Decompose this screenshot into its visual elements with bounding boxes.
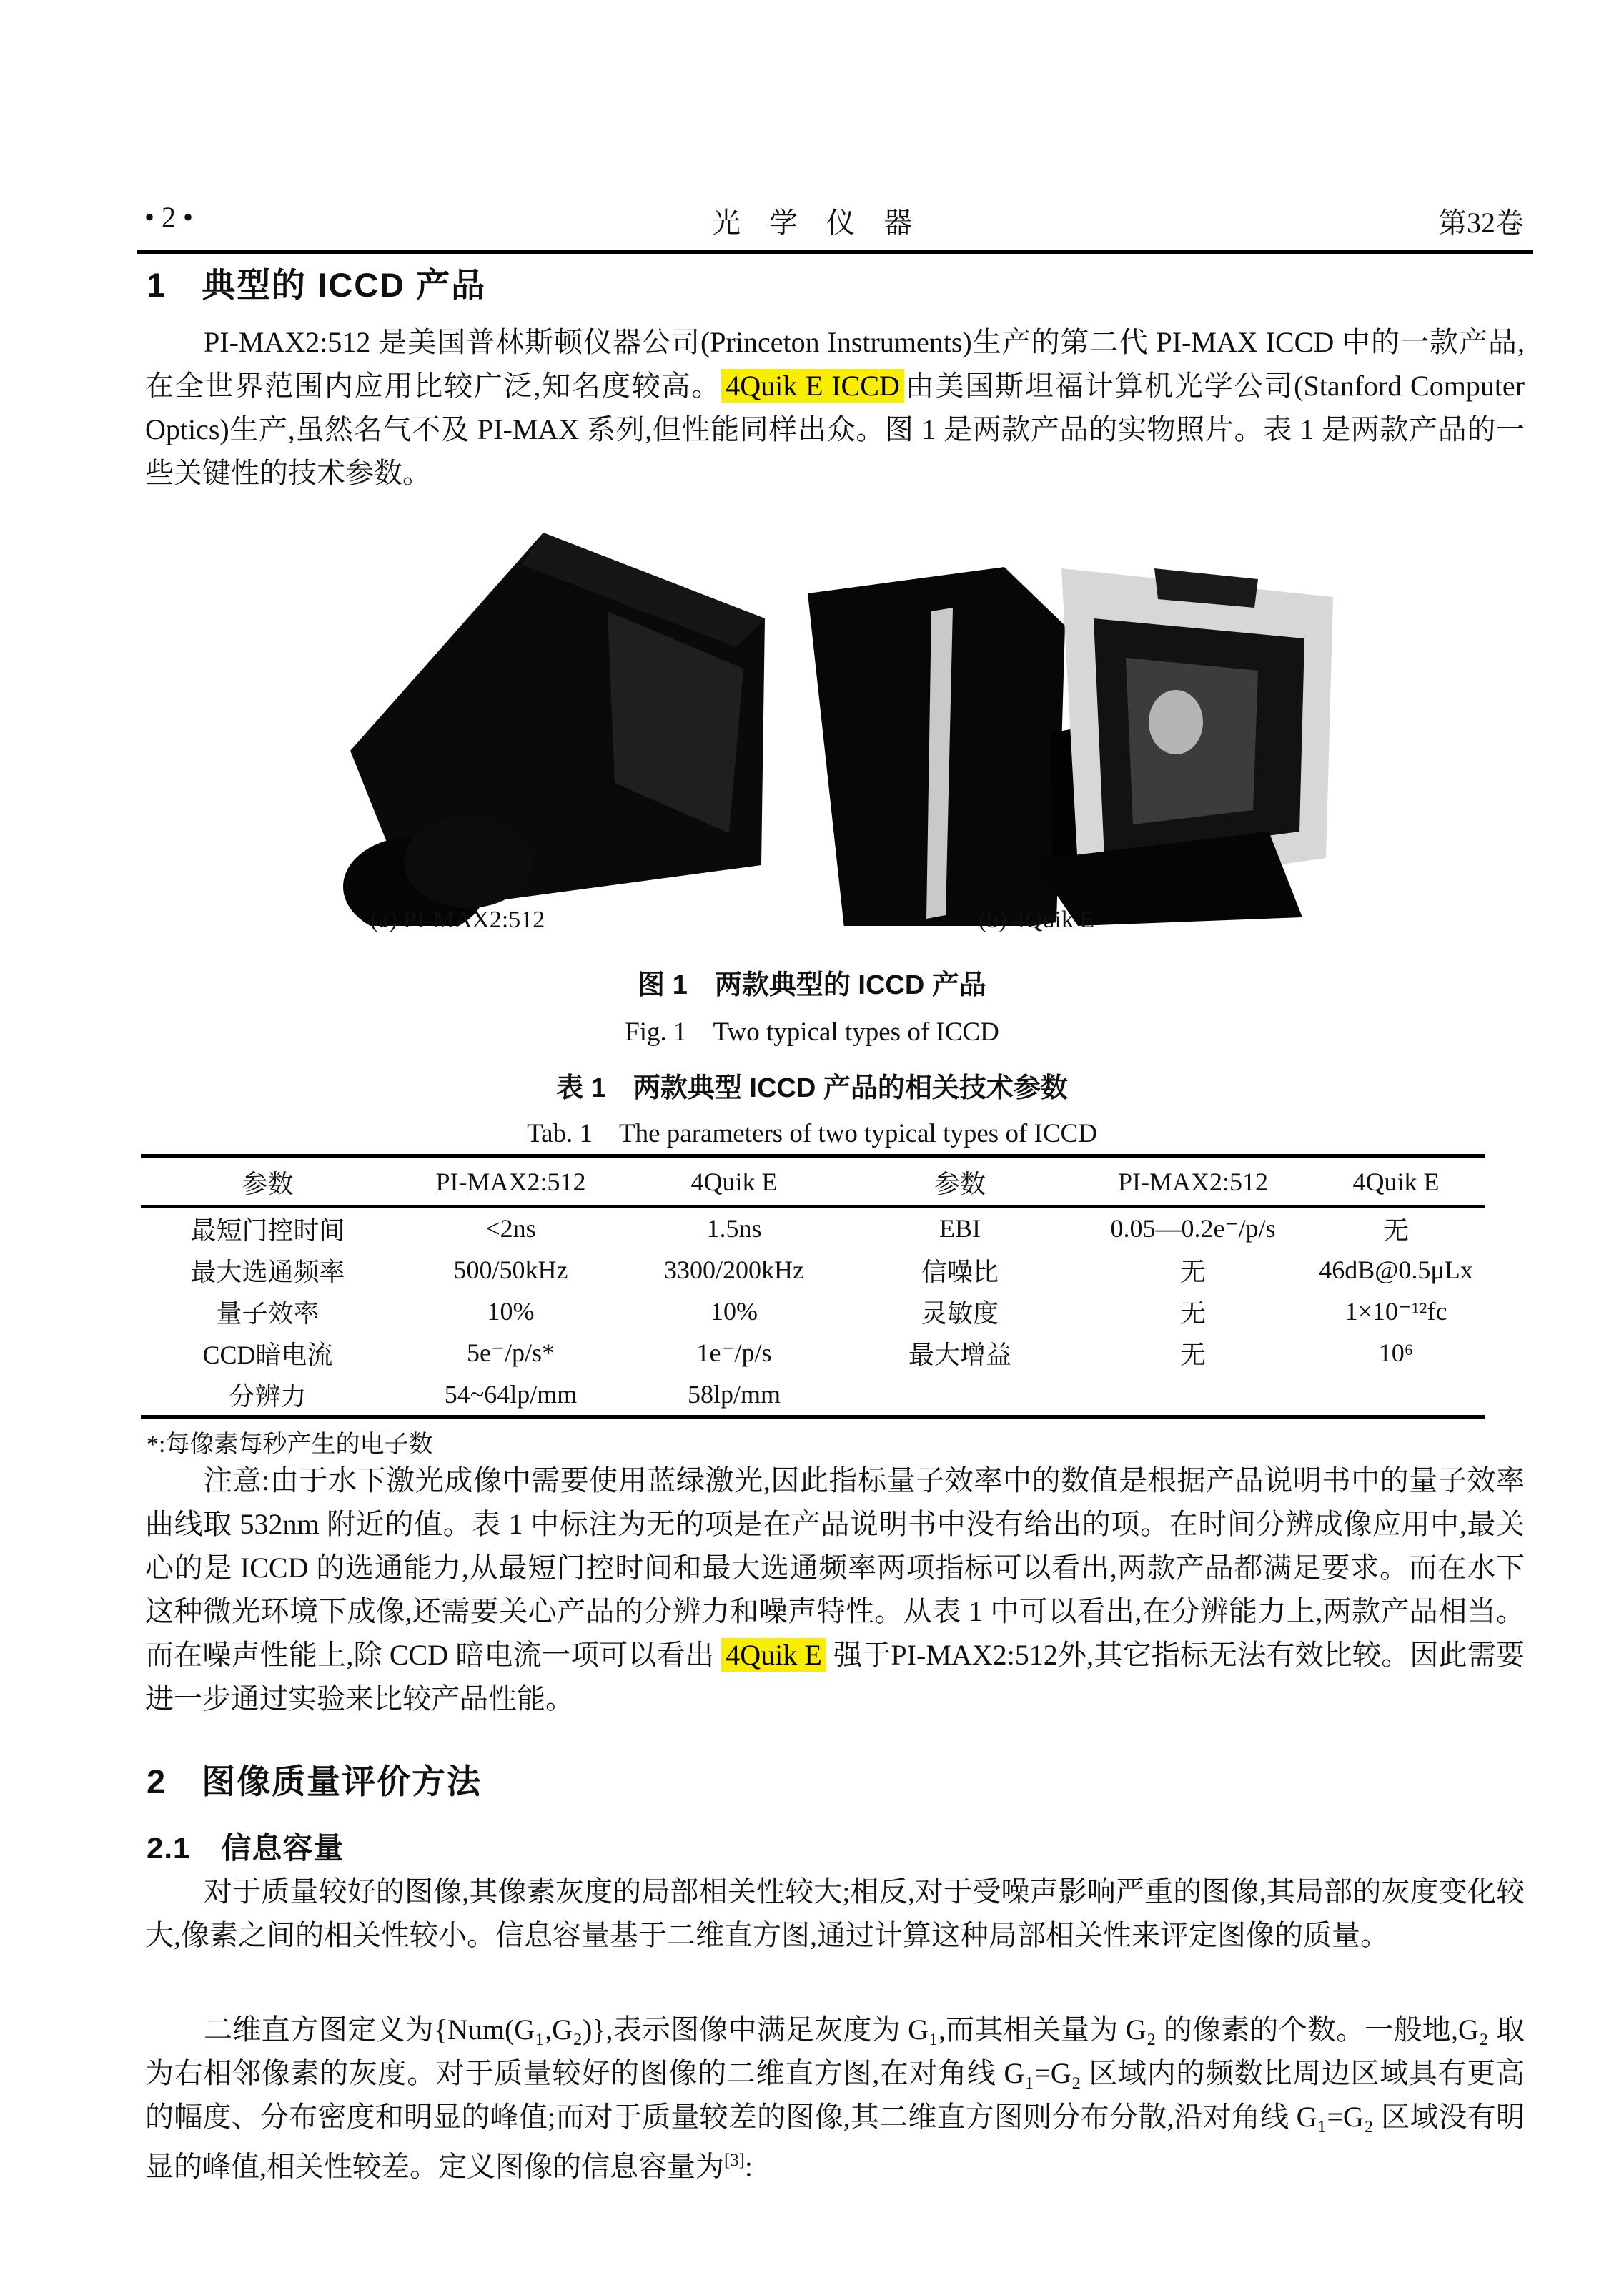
section-2-1-paragraph-1: 对于质量较好的图像,其像素灰度的局部相关性较大;相反,对于受噪声影响严重的图像,其局部的灰度变化较大,像素之间的相关性较小。信息容量基于二维直方图,通过计算这种局部相关性来评定图像的质量。 <box>145 1875 1525 1951</box>
journal-title: 光 学 仪 器 <box>712 207 912 239</box>
section-2-1-paragraph-2 <box>145 2008 1525 2188</box>
figure-1-photos <box>307 526 1358 926</box>
col-header: PI-MAX2:512 <box>1079 1156 1307 1207</box>
table-row <box>141 1207 1485 1250</box>
table-cell: 10% <box>487 1297 535 1326</box>
table-cell: 无 <box>1179 1257 1206 1286</box>
table-cell: 分辨力 <box>229 1381 307 1411</box>
table-row <box>141 1374 1485 1417</box>
table-cell: 最大选通频率 <box>190 1257 345 1286</box>
monitor-screen-glare <box>1149 690 1203 754</box>
paragraph-text: 二维直方图定义为{Num(G₁,G₂)},表示图像中满足灰度为 G₁,而其相关量为 G₂ 的像素的个数。一般地,G₂ 取为右相邻像素的灰度。对于质量较好的图像的二维直方图,在对角线 G₁=G₂ 区域内的频数比周边区域具有更高的幅度、分布密度和明显的峰值;而对于质量较差的图像,其二维直方图则分布分散,沿对角线 G₁=G₂ 区域没有明显的峰值,相关性较差。定义图像的信息容量为 <box>145 2013 1525 2183</box>
table-cell: 10⁶ <box>1378 1338 1414 1367</box>
table-caption-en: Tab. 1 The parameters of two typical types of ICCD <box>527 1119 1097 1148</box>
volume-label: 第32卷 <box>1438 207 1524 239</box>
table-cell: 58lp/mm <box>687 1380 781 1409</box>
table-cell <box>841 1374 1079 1417</box>
table-row <box>141 1291 1485 1332</box>
table-cell: 无 <box>1382 1215 1409 1245</box>
table-cell: EBI <box>939 1214 981 1243</box>
table-footnote: *:每像素每秒产生的电子数 <box>147 1431 433 1458</box>
table-cell: 10% <box>710 1297 758 1326</box>
table-cell: 54~64lp/mm <box>444 1380 578 1409</box>
table-caption-zh: 表 1 两款典型 ICCD 产品的相关技术参数 <box>556 1073 1068 1103</box>
section-1-heading: 1 典型的 ICCD 产品 <box>147 266 487 304</box>
table-cell: 0.05—0.2e⁻/p/s <box>1110 1214 1276 1243</box>
paragraph-text: 注意:由于水下激光成像中需要使用蓝绿激光,因此指标量子效率中的数值是根据产品说明书中的量子效率曲线取 532nm 附近的值。表 1 中标注为无的项是在产品说明书中没有给出的项。在时间分辨成像应用中,最关心的是 ICCD 的选通能力,从最短门控时间和最大选通频率两项指标可以看出,两款产品都满足要求。而在水下这种微光环境下成像,还需要关心产品的分辨力和噪声特性。从表 1 中可以看出,在分辨能力上,两款产品相当。而在噪声性能上,除 CCD 暗电流一项可以看出 <box>145 1464 1525 1671</box>
col-header: 参数 <box>841 1156 1079 1207</box>
sub-caption-a: (a) PI-MAX2:512 <box>370 907 545 933</box>
figure-caption-zh: 图 1 两款典型的 ICCD 产品 <box>638 970 986 1000</box>
table-cell: 46dB@0.5μLx <box>1319 1256 1473 1284</box>
col-header: 4Quik E <box>627 1156 841 1207</box>
col-header: 参数 <box>141 1156 395 1207</box>
highlight-4quik-e-iccd: 4Quik E ICCD <box>721 369 904 403</box>
header-rule <box>137 250 1533 254</box>
paragraph-text: PI-MAX2:512 是美国普林斯顿仪器公司(Princeton Instruments)生产的第二代 PI-MAX ICCD 中的一款产品,在全世界范围内应用比较广泛,知名度较高。 <box>145 326 1525 402</box>
table-cell: 500/50kHz <box>453 1256 568 1284</box>
page-number: • 2 • <box>144 201 194 233</box>
paragraph-text: 由美国斯坦福计算机光学公司(Stanford Computer Optics)生产,虽然名气不及 PI-MAX 系列,但性能同样出众。图 1 是两款产品的实物照片。表 1 是两款产品的一些关键性的技术参数。 <box>145 370 1525 489</box>
pimax-lens-ring <box>404 815 533 908</box>
table-header-row <box>141 1156 1485 1207</box>
section-1-paragraph <box>145 320 1525 495</box>
paragraph-text: 强于PI-MAX2:512外,其它指标无法有效比较。因此需要进一步通过实验来比较产品性能。 <box>145 1639 1525 1715</box>
table-cell: 无 <box>1179 1340 1206 1369</box>
table-cell: 灵敏度 <box>921 1298 999 1328</box>
table-cell: 1×10⁻¹²fc <box>1345 1297 1447 1326</box>
section-2-1-heading: 2.1 信息容量 <box>147 1831 345 1865</box>
table-cell: <2ns <box>485 1214 536 1243</box>
table-cell <box>1307 1374 1485 1417</box>
table-cell <box>1079 1374 1307 1417</box>
citation-ref: [3] <box>724 2151 745 2170</box>
table-cell: 5e⁻/p/s* <box>467 1338 555 1367</box>
parameters-table <box>141 1154 1485 1419</box>
figure-caption-en: Fig. 1 Two typical types of ICCD <box>625 1017 999 1047</box>
table-cell: 最大增益 <box>908 1340 1011 1369</box>
table-cell: 3300/200kHz <box>664 1256 804 1284</box>
table-cell: 无 <box>1179 1298 1206 1328</box>
table-cell: CCD暗电流 <box>202 1340 333 1369</box>
col-header: 4Quik E <box>1307 1156 1485 1207</box>
paragraph-text: : <box>744 2150 753 2183</box>
table-row <box>141 1332 1485 1374</box>
sub-caption-b: (b) 4Quik E <box>978 907 1095 933</box>
col-header: PI-MAX2:512 <box>395 1156 627 1207</box>
note-paragraph <box>145 1459 1525 1720</box>
table-cell: 信噪比 <box>921 1257 999 1286</box>
section-2-heading: 2 图像质量评价方法 <box>147 1762 482 1800</box>
highlight-4quik-e: 4Quik E <box>721 1638 826 1672</box>
table-cell: 最短门控时间 <box>190 1215 345 1245</box>
table-row <box>141 1249 1485 1291</box>
table-cell: 1.5ns <box>706 1214 762 1243</box>
table-cell: 1e⁻/p/s <box>696 1338 772 1367</box>
table-cell: 量子效率 <box>216 1298 320 1328</box>
